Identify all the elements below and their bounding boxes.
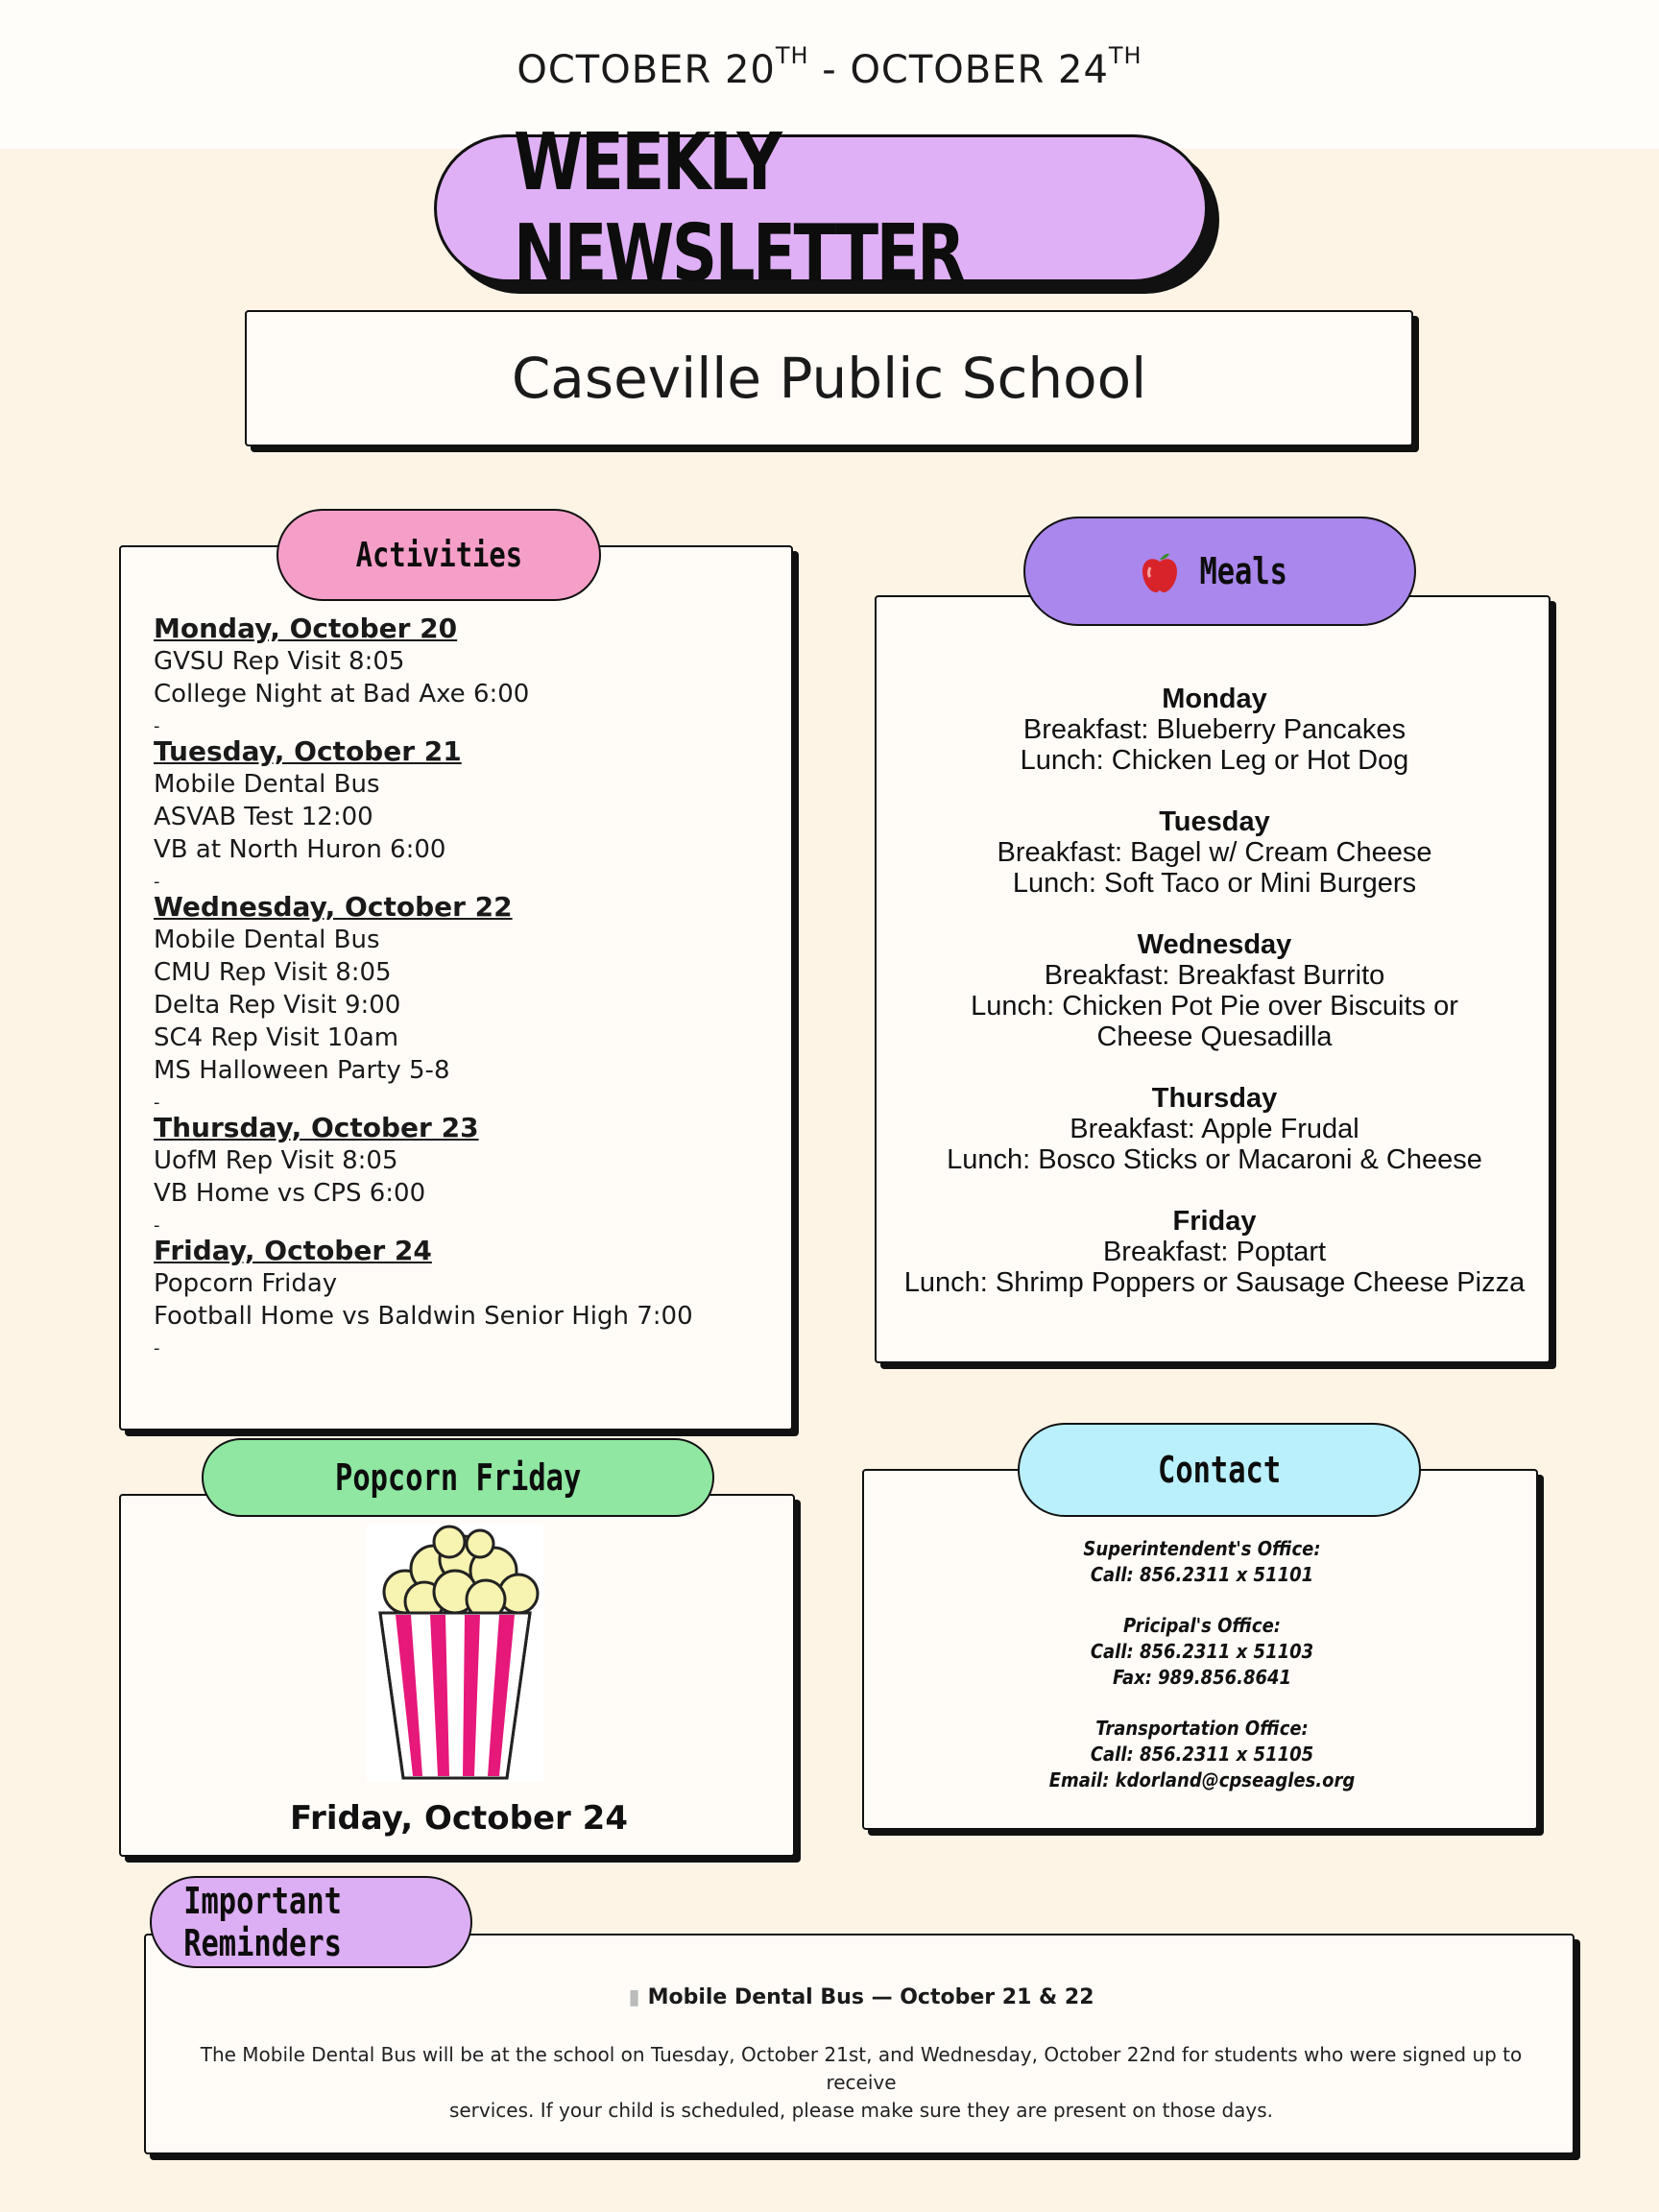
activity-item: VB at North Huron 6:00: [154, 835, 446, 864]
activity-separator: -: [154, 1093, 160, 1113]
activity-item: Popcorn Friday: [154, 1269, 338, 1298]
contact-title: Contact: [1157, 1449, 1282, 1491]
activities-header-pill: [276, 509, 601, 601]
meal-line: Lunch: Shrimp Poppers or Sausage Cheese Pizza: [903, 1267, 1526, 1298]
meal-line: Breakfast: Blueberry Pancakes: [1022, 714, 1407, 745]
contact-line: Call: 856.2311 x 51101: [1090, 1563, 1314, 1586]
activity-item: VB Home vs CPS 6:00: [154, 1179, 426, 1208]
meal-day-block: [877, 929, 1552, 1052]
contact-line: Fax: 989.856.8641: [1112, 1666, 1292, 1689]
date-start-sup: TH: [775, 42, 809, 69]
meal-line: Lunch: Soft Taco or Mini Burgers: [1012, 868, 1417, 899]
contact-line: Pricipal's Office:: [1123, 1614, 1281, 1637]
activities-list: [154, 613, 768, 1358]
meal-day-heading: Monday: [1162, 684, 1267, 714]
date-range: [0, 42, 1659, 92]
meal-day-block: [877, 684, 1552, 776]
contact-line: Call: 856.2311 x 51103: [1090, 1640, 1314, 1663]
meals-card: [875, 595, 1551, 1363]
newsletter-title-pill: [434, 117, 1208, 300]
contact-header-pill: [1018, 1423, 1421, 1517]
popcorn-date: Friday, October 24: [290, 1799, 628, 1838]
meal-day-heading: Friday: [1172, 1206, 1257, 1237]
contact-line: Transportation Office:: [1095, 1717, 1309, 1740]
reminder-body-line: The Mobile Dental Bus will be at the school on Tuesday, October 21st, and Wednesday, October 22nd for students who were signed up to receive: [200, 2043, 1523, 2094]
activity-separator: -: [154, 1338, 160, 1358]
meal-line: Lunch: Bosco Sticks or Macaroni & Cheese: [947, 1144, 1482, 1175]
contact-block: [864, 1613, 1540, 1691]
meal-line: Lunch: Chicken Pot Pie over Biscuits or: [971, 991, 1458, 1022]
activity-item: CMU Rep Visit 8:05: [154, 958, 392, 987]
reminder-body-line: services. If your child is scheduled, please make sure they are present on those days.: [448, 2099, 1274, 2122]
activities-card: [119, 545, 793, 1431]
meals-list: [877, 684, 1552, 1329]
meal-day-heading: Thursday: [1151, 1083, 1278, 1114]
meal-day-block: [877, 806, 1552, 899]
popcorn-icon: [367, 1525, 543, 1782]
contact-line: Superintendent's Office:: [1083, 1537, 1321, 1560]
meal-line: Breakfast: Breakfast Burrito: [1044, 960, 1385, 991]
meal-line: Breakfast: Apple Frudal: [1070, 1114, 1359, 1144]
meal-day-heading: Tuesday: [1159, 806, 1270, 837]
date-end: OCTOBER 24: [850, 48, 1109, 92]
school-name: Caseville Public School: [511, 346, 1147, 411]
activity-separator: -: [154, 716, 160, 736]
popcorn-card: [119, 1494, 795, 1857]
activity-separator: -: [154, 1215, 160, 1236]
date-start: OCTOBER 20: [517, 48, 776, 92]
meal-line: Lunch: Chicken Leg or Hot Dog: [1020, 745, 1409, 776]
meals-title: Meals: [1199, 550, 1288, 592]
activity-day-heading: Monday, October 20: [154, 613, 458, 644]
meal-day-heading: Wednesday: [1137, 929, 1292, 960]
apple-icon: [1141, 548, 1179, 594]
contact-line: Email: kdorland@cpseagles.org: [1048, 1768, 1356, 1791]
meal-line: Cheese Quesadilla: [1096, 1022, 1333, 1052]
meal-day-block: [877, 1083, 1552, 1175]
activity-day-heading: Wednesday, October 22: [154, 891, 513, 923]
school-name-box: [245, 310, 1413, 446]
reminder-heading: [146, 1985, 1576, 2009]
activity-item: UofM Rep Visit 8:05: [154, 1146, 398, 1175]
reminders-title: Important Reminders: [183, 1880, 342, 1964]
reminder-heading-text: Mobile Dental Bus — October 21 & 22: [647, 1985, 1094, 2009]
activities-title: Activities: [355, 535, 522, 575]
activity-separator: -: [154, 872, 160, 892]
contact-block: [864, 1716, 1540, 1793]
meal-line: Breakfast: Poptart: [1102, 1237, 1327, 1267]
activity-day-heading: Friday, October 24: [154, 1235, 432, 1266]
activity-item: MS Halloween Party 5-8: [154, 1056, 450, 1085]
activity-item: Mobile Dental Bus: [154, 770, 380, 799]
date-end-sup: TH: [1108, 42, 1142, 69]
reminder-body: [165, 2041, 1557, 2125]
activity-item: College Night at Bad Axe 6:00: [154, 680, 530, 709]
activity-day-heading: Thursday, October 23: [154, 1112, 479, 1143]
contact-card: [862, 1469, 1538, 1830]
popcorn-title: Popcorn Friday: [334, 1456, 582, 1499]
newsletter-title: WEEKLY NEWSLETTER: [514, 117, 964, 300]
meals-header-pill: [1023, 517, 1416, 626]
popcorn-header-pill: [202, 1438, 714, 1517]
tooth-icon: ▮: [628, 1985, 640, 2009]
reminders-header-pill: [150, 1876, 472, 1968]
contact-block: [864, 1536, 1540, 1588]
activity-item: SC4 Rep Visit 10am: [154, 1023, 399, 1052]
contact-list: [864, 1536, 1540, 1818]
activity-day-heading: Tuesday, October 21: [154, 735, 462, 767]
activity-item: GVSU Rep Visit 8:05: [154, 647, 405, 676]
activity-item: Football Home vs Baldwin Senior High 7:00: [154, 1302, 693, 1331]
contact-line: Call: 856.2311 x 51105: [1090, 1743, 1314, 1766]
activity-item: Mobile Dental Bus: [154, 926, 380, 954]
activity-item: ASVAB Test 12:00: [154, 803, 373, 831]
meal-line: Breakfast: Bagel w/ Cream Cheese: [997, 837, 1432, 868]
meal-day-block: [877, 1206, 1552, 1298]
date-separator: -: [808, 48, 851, 92]
activity-item: Delta Rep Visit 9:00: [154, 991, 401, 1020]
